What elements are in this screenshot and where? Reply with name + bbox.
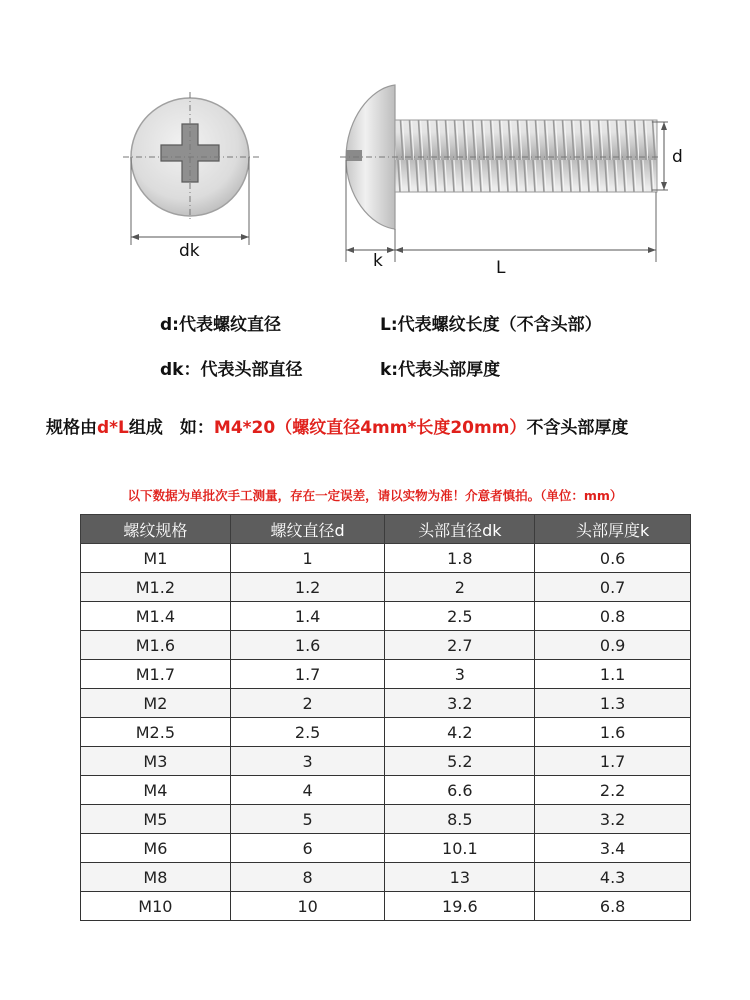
cell-spec: M1.6 [81,631,231,660]
table-row [81,747,691,776]
table-row [81,689,691,718]
cell-spec: M10 [81,892,231,921]
cell-spec: M1.2 [81,573,231,602]
cell-spec: M1.7 [81,660,231,689]
table-row [81,544,691,573]
cell-head-thickness: 1.7 [535,747,691,776]
head-front-view [123,92,262,245]
legend-k: k:代表头部厚度 [380,360,501,380]
cell-head-diameter: 3.2 [385,689,535,718]
cell-head-thickness: 4.3 [535,863,691,892]
cell-thread-diameter: 4 [230,776,385,805]
legend-d: d:代表螺纹直径 [160,315,281,335]
cell-thread-diameter: 6 [230,834,385,863]
legend-L: L:代表螺纹长度（不含头部） [380,315,602,335]
cell-head-thickness: 0.9 [535,631,691,660]
header-head-diameter: 头部直径dk [385,515,535,544]
dk-dimension-label: dk [179,241,200,261]
spec-table [80,514,691,921]
cell-spec: M1 [81,544,231,573]
cell-thread-diameter: 10 [230,892,385,921]
spec-description [46,413,628,438]
table-row [81,776,691,805]
cell-head-diameter: 3 [385,660,535,689]
cell-thread-diameter: 1.2 [230,573,385,602]
cell-head-thickness: 6.8 [535,892,691,921]
cell-spec: M2 [81,689,231,718]
cell-spec: M2.5 [81,718,231,747]
table-row [81,834,691,863]
cell-head-diameter: 2 [385,573,535,602]
cell-head-diameter: 8.5 [385,805,535,834]
legend-dk: dk：代表头部直径 [160,360,303,380]
cell-head-thickness: 0.6 [535,544,691,573]
cell-thread-diameter: 2 [230,689,385,718]
table-row [81,573,691,602]
d-dimension-label: d [672,147,683,167]
header-spec: 螺纹规格 [81,515,231,544]
screw-side-view [340,85,668,262]
table-row [81,660,691,689]
cell-head-thickness: 1.3 [535,689,691,718]
cell-head-diameter: 2.5 [385,602,535,631]
header-head-thickness: 头部厚度k [535,515,691,544]
cell-head-diameter: 1.8 [385,544,535,573]
cell-head-thickness: 0.7 [535,573,691,602]
cell-thread-diameter: 1.4 [230,602,385,631]
table-row [81,805,691,834]
cell-head-diameter: 2.7 [385,631,535,660]
measurement-notice: 以下数据为单批次手工测量，存在一定误差，请以实物为准！介意者慎拍。（单位：mm） [127,488,623,503]
cell-spec: M6 [81,834,231,863]
L-dimension-label: L [496,258,506,278]
spec-part1: 规格由 [46,418,97,438]
spec-part2: 组成 如： [128,418,214,438]
table-row [81,892,691,921]
cell-thread-diameter: 1.6 [230,631,385,660]
table-body [81,544,691,921]
cell-thread-diameter: 5 [230,805,385,834]
cell-spec: M4 [81,776,231,805]
cell-spec: M8 [81,863,231,892]
cell-head-diameter: 19.6 [385,892,535,921]
cell-head-thickness: 3.4 [535,834,691,863]
cell-thread-diameter: 1.7 [230,660,385,689]
table-row [81,602,691,631]
cell-head-diameter: 4.2 [385,718,535,747]
cell-head-diameter: 6.6 [385,776,535,805]
screw-diagram [0,0,750,300]
table-row [81,718,691,747]
spec-highlight-example: M4*20（螺纹直径4mm*长度20mm） [213,418,527,438]
cell-head-thickness: 3.2 [535,805,691,834]
cell-spec: M5 [81,805,231,834]
k-dimension-label: k [373,251,383,271]
table-header-row [81,515,691,544]
cell-head-diameter: 10.1 [385,834,535,863]
cell-spec: M1.4 [81,602,231,631]
cell-thread-diameter: 1 [230,544,385,573]
cell-head-thickness: 0.8 [535,602,691,631]
spec-part3: 不含头部厚度 [526,418,629,438]
cell-head-thickness: 1.6 [535,718,691,747]
cell-head-thickness: 1.1 [535,660,691,689]
header-thread-diameter: 螺纹直径d [230,515,385,544]
cell-head-thickness: 2.2 [535,776,691,805]
table-row [81,863,691,892]
cell-spec: M3 [81,747,231,776]
spec-highlight-dxl: d*L [97,418,129,438]
cell-thread-diameter: 3 [230,747,385,776]
cell-thread-diameter: 2.5 [230,718,385,747]
cell-head-diameter: 5.2 [385,747,535,776]
table-row [81,631,691,660]
cell-head-diameter: 13 [385,863,535,892]
cell-thread-diameter: 8 [230,863,385,892]
